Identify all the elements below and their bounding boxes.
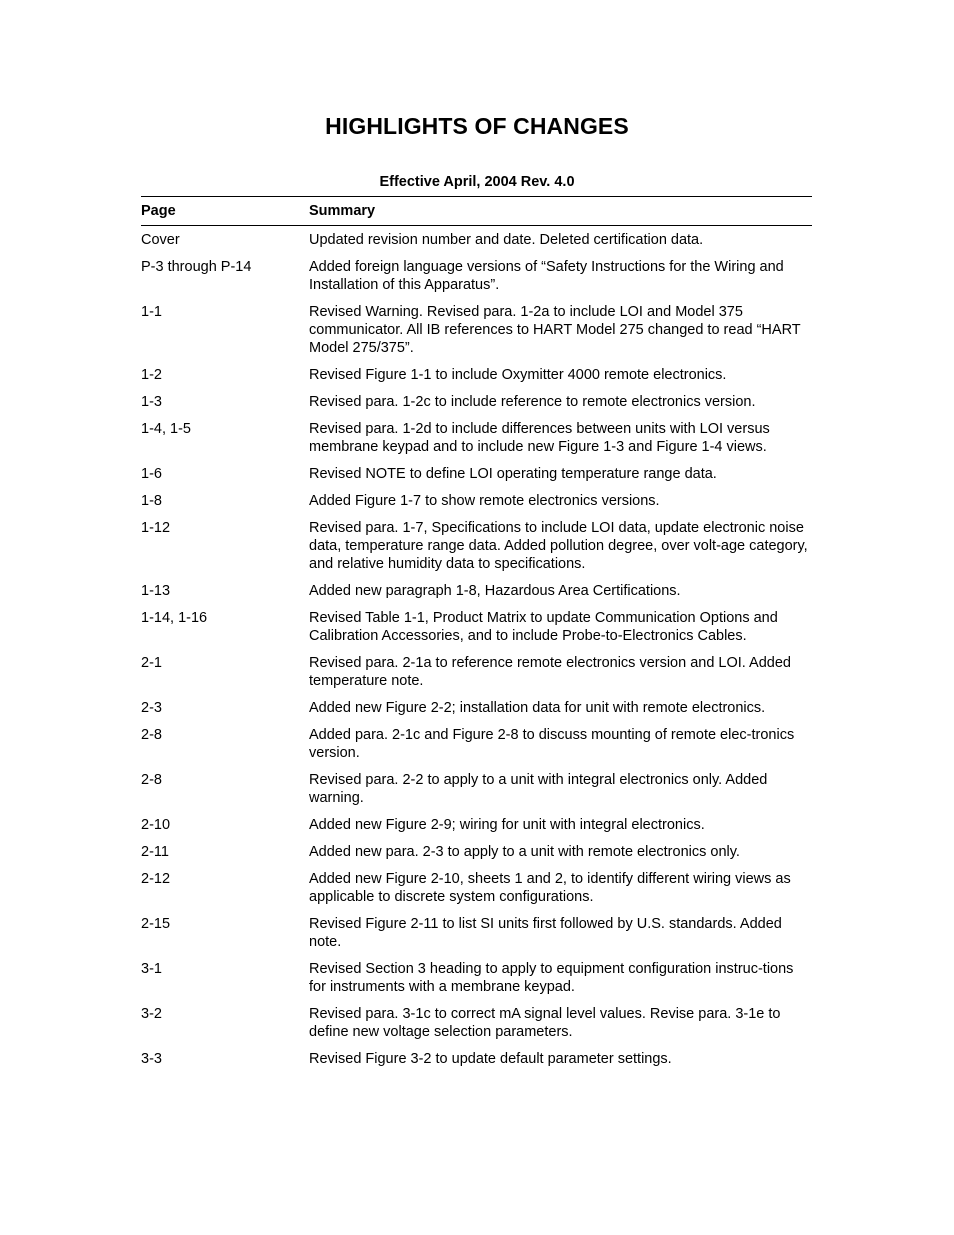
row-summary: Added Figure 1-7 to show remote electronics versions. bbox=[309, 493, 660, 509]
row-summary: Added new paragraph 1-8, Hazardous Area Certifications. bbox=[309, 583, 681, 599]
table-row bbox=[141, 816, 812, 834]
row-page-ref: 1-2 bbox=[141, 367, 162, 383]
row-summary: Revised Section 3 heading to apply to equipment configuration instruc-tions for instruments with a membrane keypad. bbox=[309, 961, 794, 995]
row-page-ref: 1-4, 1-5 bbox=[141, 421, 191, 437]
table-row bbox=[141, 843, 812, 861]
column-header-page: Page bbox=[141, 203, 176, 219]
row-summary: Revised para. 2-1a to reference remote electronics version and LOI. Added temperature note. bbox=[309, 655, 791, 689]
table-row bbox=[141, 519, 812, 573]
row-page-ref: 3-1 bbox=[141, 961, 162, 977]
row-page-ref: 2-3 bbox=[141, 700, 162, 716]
table-row bbox=[141, 726, 812, 762]
table-row bbox=[141, 960, 812, 996]
row-summary: Revised Figure 2-11 to list SI units first followed by U.S. standards. Added note. bbox=[309, 916, 782, 950]
row-page-ref: 2-12 bbox=[141, 871, 171, 887]
table-row bbox=[141, 654, 812, 690]
row-page-ref: 1-12 bbox=[141, 520, 171, 536]
row-summary: Revised para. 1-7, Specifications to include LOI data, update electronic noise data, temperature range data. Added pollution degree, over volt-age category, and relative humidity data to specifications. bbox=[309, 520, 808, 572]
table-row bbox=[141, 393, 812, 411]
row-summary: Revised Warning. Revised para. 1-2a to include LOI and Model 375 communicator. All IB references to HART Model 275 changed to read “HART Model 275/375”. bbox=[309, 304, 801, 356]
page-title: HIGHLIGHTS OF CHANGES bbox=[325, 113, 629, 139]
row-summary: Added para. 2-1c and Figure 2-8 to discuss mounting of remote elec-tronics version. bbox=[309, 727, 795, 761]
table-row bbox=[141, 231, 812, 249]
table-row bbox=[141, 492, 812, 510]
row-page-ref: 1-3 bbox=[141, 394, 162, 410]
table-row bbox=[141, 582, 812, 600]
row-page-ref: 2-15 bbox=[141, 916, 171, 932]
row-page-ref: 1-13 bbox=[141, 583, 171, 599]
row-summary: Revised Figure 3-2 to update default parameter settings. bbox=[309, 1051, 672, 1067]
row-summary: Updated revision number and date. Deleted certification data. bbox=[309, 232, 704, 248]
table-body bbox=[141, 226, 812, 1068]
row-summary: Revised NOTE to define LOI operating temperature range data. bbox=[309, 466, 717, 482]
table-row bbox=[141, 771, 812, 807]
table-row bbox=[141, 366, 812, 384]
row-page-ref: 1-6 bbox=[141, 466, 162, 482]
row-summary: Revised para. 2-2 to apply to a unit with integral electronics only. Added warning. bbox=[309, 772, 768, 806]
row-page-ref: 2-10 bbox=[141, 817, 171, 833]
table-row bbox=[141, 915, 812, 951]
row-summary: Revised para. 1-2c to include reference to remote electronics version. bbox=[309, 394, 756, 410]
table-row bbox=[141, 609, 812, 645]
row-summary: Revised para. 3-1c to correct mA signal level values. Revise para. 3-1e to define new voltage selection parameters. bbox=[309, 1006, 781, 1040]
row-page-ref: 1-1 bbox=[141, 304, 162, 320]
row-page-ref: Cover bbox=[141, 232, 180, 248]
effective-date: Effective April, 2004 Rev. 4.0 bbox=[379, 174, 575, 190]
table-row bbox=[141, 1050, 812, 1068]
row-page-ref: 3-3 bbox=[141, 1051, 162, 1067]
table-row bbox=[141, 699, 812, 717]
row-page-ref: 2-8 bbox=[141, 772, 162, 788]
table-row bbox=[141, 420, 812, 456]
row-page-ref: P-3 through P-14 bbox=[141, 259, 252, 275]
row-page-ref: 2-8 bbox=[141, 727, 162, 743]
row-summary: Added new Figure 2-2; installation data for unit with remote electronics. bbox=[309, 700, 766, 716]
row-summary: Added new para. 2-3 to apply to a unit with remote electronics only. bbox=[309, 844, 740, 860]
row-summary: Revised Table 1-1, Product Matrix to update Communication Options and Calibration Accessories, and to include Probe-to-Electronics Cables. bbox=[309, 610, 778, 644]
table-row bbox=[141, 465, 812, 483]
table-row bbox=[141, 303, 812, 357]
row-page-ref: 1-14, 1-16 bbox=[141, 610, 208, 626]
changes-table bbox=[141, 196, 812, 1077]
column-header-summary: Summary bbox=[309, 203, 376, 219]
row-summary: Added new Figure 2-9; wiring for unit with integral electronics. bbox=[309, 817, 705, 833]
row-page-ref: 2-11 bbox=[141, 844, 169, 860]
row-summary: Added foreign language versions of “Safety Instructions for the Wiring and Installation of this Apparatus”. bbox=[309, 259, 784, 293]
table-header bbox=[141, 196, 812, 226]
row-summary: Revised Figure 1-1 to include Oxymitter 4000 remote electronics. bbox=[309, 367, 727, 383]
row-summary: Added new Figure 2-10, sheets 1 and 2, to identify different wiring views as applicable to discrete system configurations. bbox=[309, 871, 791, 905]
table-row bbox=[141, 870, 812, 906]
table-row bbox=[141, 258, 812, 294]
row-summary: Revised para. 1-2d to include differences between units with LOI versus membrane keypad and to include new Figure 1-3 and Figure 1-4 views. bbox=[309, 421, 770, 455]
row-page-ref: 1-8 bbox=[141, 493, 162, 509]
row-page-ref: 3-2 bbox=[141, 1006, 162, 1022]
table-row bbox=[141, 1005, 812, 1041]
row-page-ref: 2-1 bbox=[141, 655, 162, 671]
